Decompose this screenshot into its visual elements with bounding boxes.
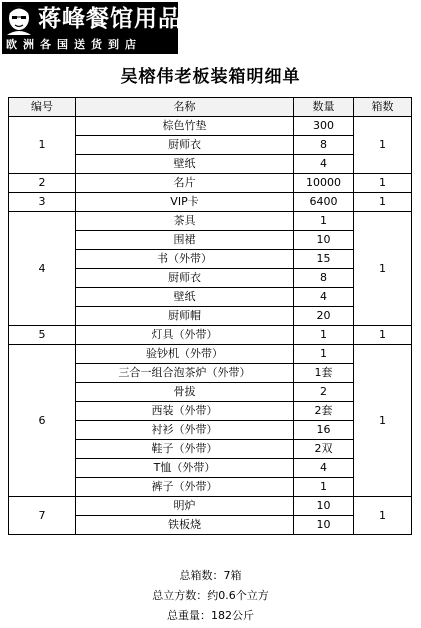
item-qty: 8 <box>294 136 354 155</box>
item-name: VIP卡 <box>76 193 294 212</box>
packing-list-table <box>8 97 412 535</box>
total-weight: 总重量：182公斤 <box>167 609 254 622</box>
box-count: 1 <box>354 345 412 497</box>
box-id: 2 <box>9 174 76 193</box>
box-count: 1 <box>354 117 412 174</box>
item-qty: 4 <box>294 459 354 478</box>
item-name: 厨师衣 <box>76 269 294 288</box>
item-qty: 4 <box>294 155 354 174</box>
box-id: 7 <box>9 497 76 535</box>
item-name: 壁纸 <box>76 288 294 307</box>
item-name: 茶具 <box>76 212 294 231</box>
item-name: 衬衫（外带） <box>76 421 294 440</box>
header-quantity: 数量 <box>294 98 354 117</box>
chef-portrait-icon <box>5 5 33 35</box>
item-name: T恤（外带） <box>76 459 294 478</box>
item-qty: 10 <box>294 497 354 516</box>
item-name: 西装（外带） <box>76 402 294 421</box>
item-qty: 20 <box>294 307 354 326</box>
item-name: 鞋子（外带） <box>76 440 294 459</box>
item-qty: 2 <box>294 383 354 402</box>
item-qty: 1 <box>294 326 354 345</box>
header-boxes: 箱数 <box>354 98 412 117</box>
brand-name: 蒋峰餐馆用品 <box>38 6 182 32</box>
box-count: 1 <box>354 326 412 345</box>
table-row <box>9 193 412 212</box>
item-name: 裤子（外带） <box>76 478 294 497</box>
summary-block <box>0 566 421 626</box>
header-name: 名称 <box>76 98 294 117</box>
item-qty: 8 <box>294 269 354 288</box>
item-qty: 1 <box>294 345 354 364</box>
table-row <box>9 212 412 231</box>
brand-slogan: 欧洲各国送货到店 <box>6 38 142 51</box>
table-header-row <box>9 98 412 117</box>
item-name: 骨拔 <box>76 383 294 402</box>
total-volume: 总立方数：约0.6个立方 <box>152 589 269 602</box>
item-name: 三合一组合泡茶炉（外带） <box>76 364 294 383</box>
box-count: 1 <box>354 497 412 535</box>
brand-logo <box>2 2 182 54</box>
box-id: 6 <box>9 345 76 497</box>
table-row <box>9 345 412 364</box>
table-row <box>9 117 412 136</box>
item-qty: 2套 <box>294 402 354 421</box>
item-name: 铁板烧 <box>76 516 294 535</box>
box-id: 3 <box>9 193 76 212</box>
item-qty: 4 <box>294 288 354 307</box>
item-qty: 1套 <box>294 364 354 383</box>
item-qty: 1 <box>294 478 354 497</box>
item-name: 棕色竹垫 <box>76 117 294 136</box>
item-qty: 15 <box>294 250 354 269</box>
item-name: 灯具（外带） <box>76 326 294 345</box>
box-id: 4 <box>9 212 76 326</box>
item-qty: 16 <box>294 421 354 440</box>
item-qty: 1 <box>294 212 354 231</box>
box-id: 5 <box>9 326 76 345</box>
item-qty: 10 <box>294 231 354 250</box>
item-qty: 2双 <box>294 440 354 459</box>
item-name: 壁纸 <box>76 155 294 174</box>
table-row <box>9 497 412 516</box>
header-id: 编号 <box>9 98 76 117</box>
item-name: 厨师帽 <box>76 307 294 326</box>
item-name: 验钞机（外带） <box>76 345 294 364</box>
item-name: 厨师衣 <box>76 136 294 155</box>
item-qty: 6400 <box>294 193 354 212</box>
total-boxes: 总箱数：7箱 <box>179 569 242 582</box>
page-title: 吴榕伟老板装箱明细单 <box>120 67 301 87</box>
box-count: 1 <box>354 193 412 212</box>
table-row <box>9 326 412 345</box>
box-id: 1 <box>9 117 76 174</box>
item-name: 围裙 <box>76 231 294 250</box>
item-name: 书（外带） <box>76 250 294 269</box>
item-qty: 10 <box>294 516 354 535</box>
box-count: 1 <box>354 212 412 326</box>
table-row <box>9 174 412 193</box>
box-count: 1 <box>354 174 412 193</box>
item-qty: 300 <box>294 117 354 136</box>
item-name: 名片 <box>76 174 294 193</box>
item-qty: 10000 <box>294 174 354 193</box>
item-name: 明炉 <box>76 497 294 516</box>
